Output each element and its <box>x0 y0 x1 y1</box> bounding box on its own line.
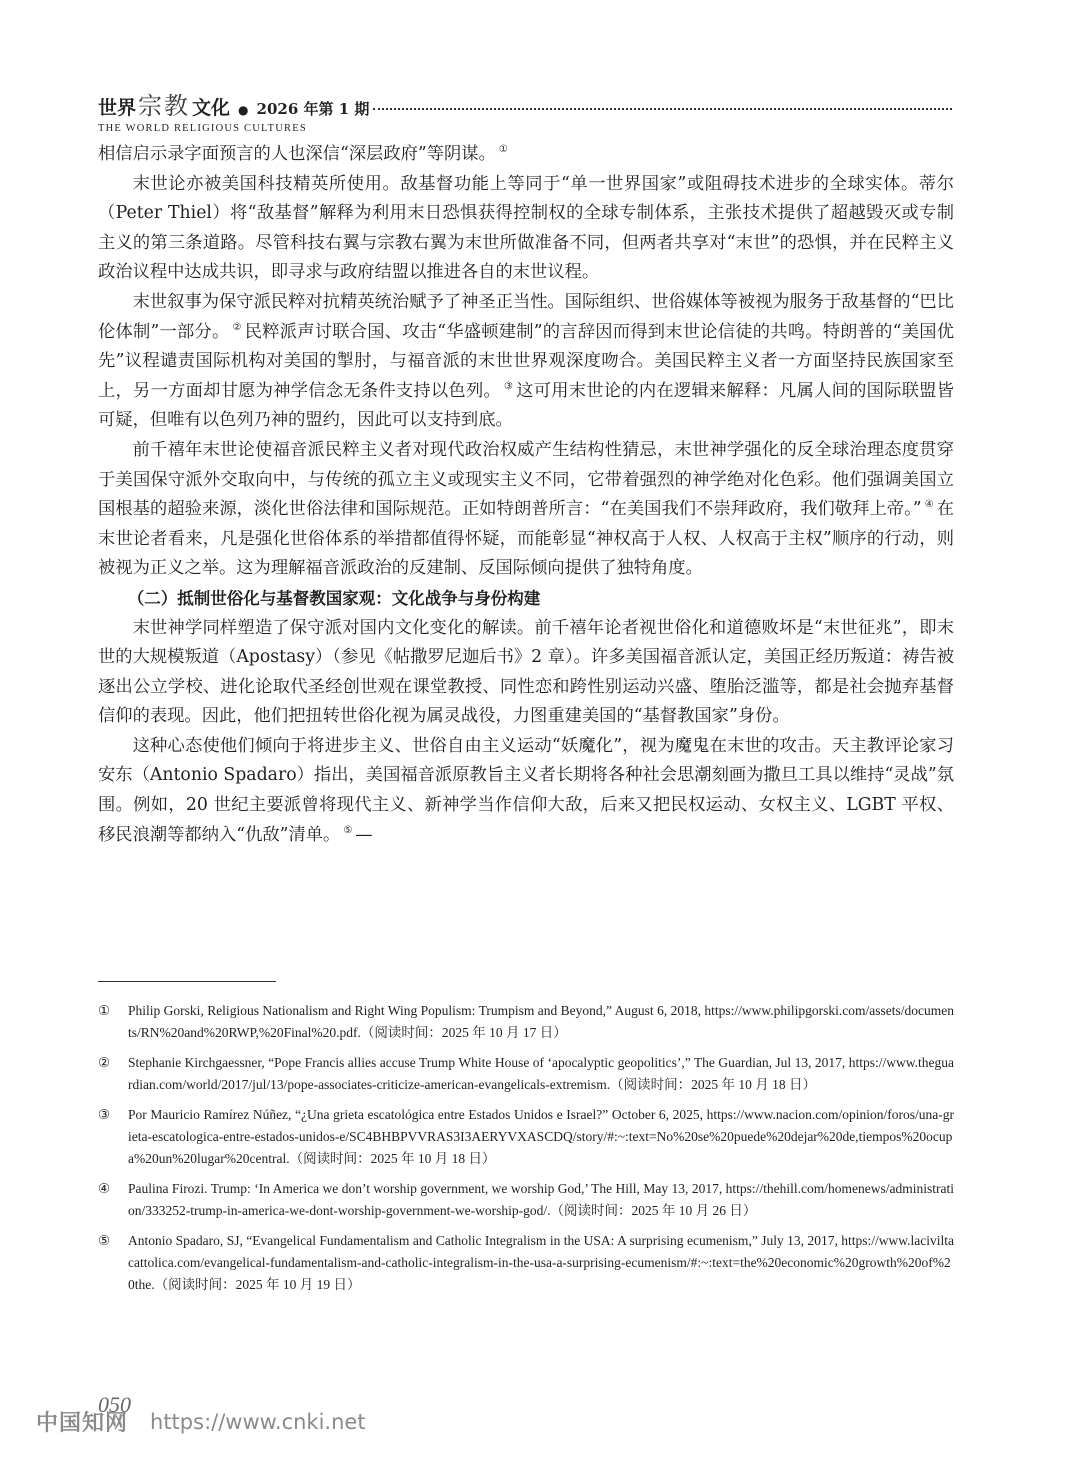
cnki-logo: 中国知网 <box>36 1411 129 1436</box>
journal-english-title: THE WORLD RELIGIOUS CULTURES <box>98 123 307 134</box>
paragraph-1: 末世论亦被美国科技精英所使用。敌基督功能上等同于“单一世界国家”或阻碍技术进步的全球实体。蒂尔（Peter Thiel）将“敌基督”解释为利用末日恐惧获得控制权的全球专制体系，主张技术提供了超越毁灭或专制主义的第三条道路。尽管科技右翼与宗教右翼为末世所做准备不同，但两者共享对“末世”的恐惧，并在民粹主义政治议程中达成共识，即寻求与政府结盟以推进各自的末世议程。 <box>98 173 954 283</box>
footnote-mark: ③ <box>98 1107 111 1122</box>
footnote-ref-2[interactable]: ② <box>232 321 242 333</box>
paragraph-4: 末世神学同样塑造了保守派对国内文化变化的解读。前千禧年论者视世俗化和道德败坏是“末世征兆”，即末世的大规模叛道（Apostasy）（参见《帖撒罗尼迦后书》2 章）。许多美国福音派认定，美国正经历叛道：祷告被逐出公立学校、进化论取代圣经创世观在课堂教授、同性恋和跨性别运动兴盛、堕胎泛滥等，都是社会抛弃基督信仰的表现。因此，他们把扭转世俗化视为属灵战役，力图重建美国的“基督教国家”身份。 <box>98 617 954 727</box>
header-dotted-rule <box>373 108 952 110</box>
footnote-4 <box>98 1178 954 1222</box>
footnote-ref-4[interactable]: ④ <box>924 499 934 511</box>
footnote-1 <box>98 1000 954 1044</box>
footnote-ref-3[interactable]: ③ <box>503 380 514 392</box>
footnote-mark: ① <box>98 1003 111 1018</box>
footnote-3 <box>98 1104 954 1170</box>
paragraph-5: 这种心态使他们倾向于将进步主义、世俗自由主义运动“妖魔化”，视为魔鬼在末世的攻击。天主教评论家习安东（Antonio Spadaro）指出，美国福音派原教旨主义者长期将各种社会思潮刻画为撒旦工具以维持“灵战”氛围。例如，20 世纪主要派曾将现代主义、新神学当作信仰大敌，后来又把民权运动、女权主义、LGBT 平权、移民浪潮等都纳入“仇敌”清单。 ⑤ — <box>98 735 954 845</box>
cnki-url[interactable]: https://www.cnki.net <box>150 1409 366 1434</box>
running-header <box>98 86 952 136</box>
footnote-ref-1[interactable]: ① <box>498 144 508 156</box>
journal-title-part3: 文化 <box>192 97 231 119</box>
paragraph-0: 相信启示录字面预言的人也深信“深层政府”等阴谋。 ① <box>98 144 508 164</box>
footnote-text[interactable]: Philip Gorski, Religious Nationalism and Right Wing Populism: Trumpism and Beyond,” August 6, 2018, https://www.philipgorski.com/assets/documents/RN%20and%20RWP,%20Final%20.pdf.（阅读时间：2025 年 10 月 17 日） <box>128 1003 954 1040</box>
footnote-5 <box>98 1230 954 1296</box>
journal-title-calligraphy: 宗教 <box>138 92 191 120</box>
footnote-2 <box>98 1052 954 1096</box>
footnote-mark: ④ <box>98 1181 111 1196</box>
section-heading: （二）抵制世俗化与基督教国家观：文化战争与身份构建 <box>127 588 541 608</box>
footnote-text[interactable]: Stephanie Kirchgaessner, “Pope Francis allies accuse Trump White House of ‘apocalyptic geopolitics’,” The Guardian, Jul 13, 2017, https://www.theguardian.com/world/2017/jul/13/pope-associates-criticize-american-evangelicals-extremism.（阅读时间：2025 年 10 月 18 日） <box>128 1055 954 1092</box>
footnote-mark: ⑤ <box>98 1233 111 1248</box>
cnki-watermark <box>36 1406 366 1437</box>
footnote-divider <box>98 981 276 982</box>
footnote-mark: ② <box>98 1055 111 1070</box>
footnote-text[interactable]: Paulina Firozi. Trump: ‘In America we don’t worship government, we worship God,’ The Hill, May 13, 2017, https://thehill.com/homenews/administration/333252-trump-in-america-we-dont-worship-government-we-worship-god/.（阅读时间：2025 年 10 月 26 日） <box>128 1181 954 1218</box>
journal-title-part1: 世界 <box>98 97 137 119</box>
page-number: 050 <box>98 1392 131 1417</box>
paragraph-2: 末世叙事为保守派民粹对抗精英统治赋予了神圣正当性。国际组织、世俗媒体等被视为服务于敌基督的“巴比伦体制”一部分。 ② 民粹派声讨联合国、攻击“华盛顿建制”的言辞因而得到末世论信徒的共鸣。特朗普的“美国优先”议程谴责国际机构对美国的掣肘，与福音派的末世世界观深度吻合。美国民粹主义者一方面坚持民族国家至上，另一方面却甘愿为神学信念无条件支持以色列。 ③ 这可用末世论的内在逻辑来解释：凡属人间的国际联盟皆可疑，但唯有以色列乃神的盟约，因此可以支持到底。 <box>98 291 954 431</box>
footnote-ref-5[interactable]: ⑤ <box>343 824 353 836</box>
paragraph-3: 前千禧年末世论使福音派民粹主义者对现代政治权威产生结构性猜忌，末世神学强化的反全球治理态度贯穿于美国保守派外交取向中，与传统的孤立主义或现实主义不同，它带着强烈的神学绝对化色彩。他们强调美国立国根基的超验来源，淡化世俗法律和国际规范。正如特朗普所言：“在美国我们不崇拜政府，我们敬拜上帝。” ④ 在末世论者看来，凡是强化世俗体系的举措都值得怀疑，而能彰显“神权高于人权、人权高于主权”顺序的行动，则被视为正义之举。这为理解福音派政治的反建制、反国际倾向提供了独特角度。 <box>98 439 955 579</box>
article-body <box>98 140 954 850</box>
bullet-icon: ● <box>238 103 249 117</box>
journal-title-row <box>98 86 952 121</box>
footnotes <box>98 1000 954 1304</box>
footnote-text[interactable]: Por Mauricio Ramírez Núñez, “¿Una grieta escatológica entre Estados Unidos e Israel?” October 6, 2025, https://www.nacion.com/opinion/foros/una-grieta-escatologica-entre-estados-unidos-e/SC4BHBPVVRAS3I3AERYVXASCDQ/story/#:~:text=No%20se%20puede%20dejar%20de,tiempos%20ocupa%20un%20lugar%20central.（阅读时间：2025 年 10 月 18 日） <box>128 1107 954 1166</box>
issue-label: 2026 年第 1 期 <box>256 100 370 118</box>
footnote-text[interactable]: Antonio Spadaro, SJ, “Evangelical Fundamentalism and Catholic Integralism in the USA: A surprising ecumenism,” July 13, 2017, https://www.laciviltacattolica.com/evangelical-fundamentalism-and-catholic-integralism-in-the-usa-a-surprising-ecumenism/#:~:text=the%20economic%20growth%20of%20the.（阅读时间：2025 年 10 月 19 日） <box>128 1233 954 1292</box>
